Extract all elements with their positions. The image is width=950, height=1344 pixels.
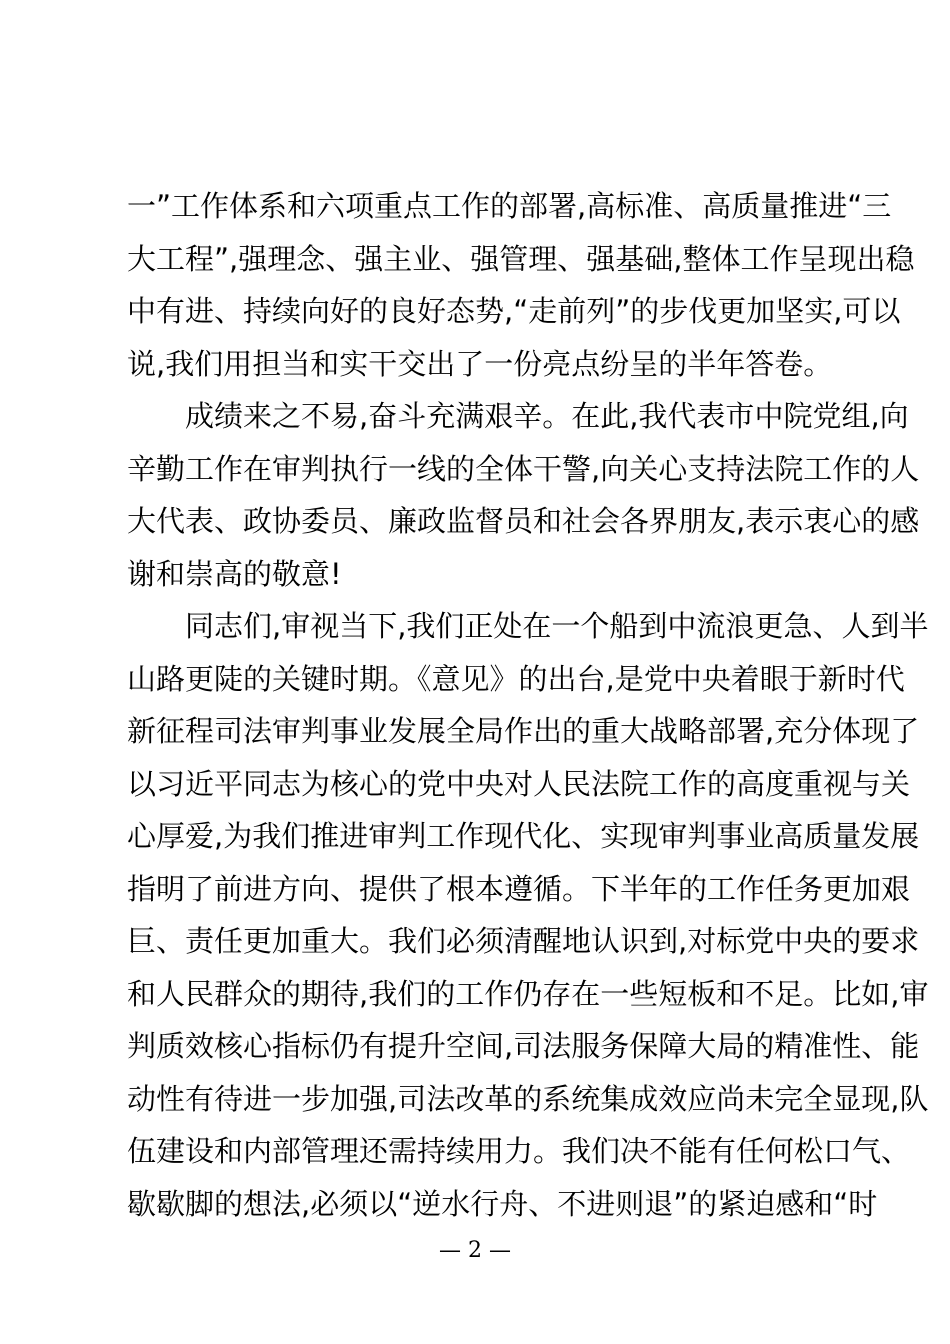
page-number: — 2 —	[439, 1238, 511, 1263]
text-line: 伍建设和内部管理还需持续用力。我们决不能有任何松口气、	[127, 1134, 911, 1168]
text-line: 山路更陡的关键时期。《意见》的出台,是党中央着眼于新时代	[127, 661, 905, 696]
text-line: 中有进、持续向好的良好态势,“走前列”的步伐更加坚实,可以	[127, 294, 901, 328]
text-line: 以习近平同志为核心的党中央对人民法院工作的高度重视与关	[127, 766, 911, 801]
text-line: 一”工作体系和六项重点工作的部署,高标准、高质量推进“三	[127, 189, 892, 223]
text-line: 歇歇脚的想法,必须以“逆水行舟、不进则退”的紧迫感和“时	[127, 1186, 878, 1221]
text-line: 成绩来之不易,奋斗充满艰辛。在此,我代表市中院党组,向	[127, 399, 909, 433]
text-line: 大代表、政协委员、廉政监督员和社会各界朋友,表示衷心的感	[127, 504, 920, 538]
text-line: 辛勤工作在审判执行一线的全体干警,向关心支持法院工作的人	[127, 451, 920, 486]
text-line: 指明了前进方向、提供了根本遵循。下半年的工作任务更加艰	[127, 871, 911, 906]
text-line: 同志们,审视当下,我们正处在一个船到中流浪更急、人到半	[127, 609, 929, 643]
text-line: 新征程司法审判事业发展全局作出的重大战略部署,充分体现了	[127, 714, 920, 748]
text-line: 大工程”,强理念、强主业、强管理、强基础,整体工作呈现出稳	[127, 241, 915, 276]
body-text	[127, 180, 929, 1230]
text-line: 和人民群众的期待,我们的工作仍存在一些短板和不足。比如,审	[127, 976, 929, 1011]
text-line: 谢和崇高的敬意!	[127, 556, 342, 591]
text-line: 动性有待进一步加强,司法改革的系统集成效应尚未完全显现,队	[127, 1081, 929, 1116]
text-line: 说,我们用担当和实干交出了一份亮点纷呈的半年答卷。	[127, 346, 833, 381]
text-line: 判质效核心指标仍有提升空间,司法服务保障大局的精准性、能	[127, 1029, 920, 1063]
text-line: 巨、责任更加重大。我们必须清醒地认识到,对标党中央的要求	[127, 924, 920, 958]
text-line: 心厚爱,为我们推进审判工作现代化、实现审判事业高质量发展	[127, 819, 920, 853]
